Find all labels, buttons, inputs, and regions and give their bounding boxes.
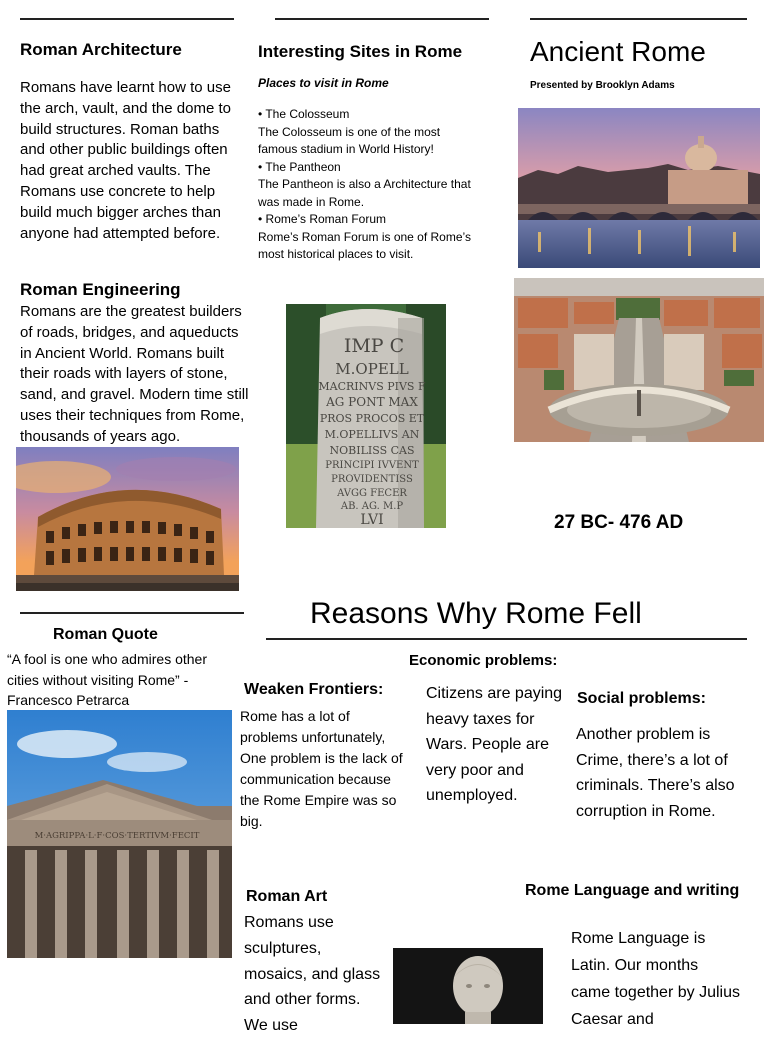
column1-top-rule [20,18,234,20]
social-text: Another problem is Crime, there’s a lot of criminals. There’s also corruption in Rome. [576,726,735,820]
frontiers-text: Rome has a lot of problems unfortunately, One problem is the lack of communication because the Rome Empire was so big. [240,708,403,829]
pantheon-inscription: M·AGRIPPA·L·F·COS·TERTIVM·FECIT [34,831,200,841]
presenter-line: Presented by Brooklyn Adams [530,80,675,91]
site-forum-bullet: • Rome’s Roman Forum [258,212,387,226]
vatican-aerial-photo [514,278,764,442]
inscription-line: AVGG FECER [337,488,407,499]
era-dates: 27 BC- 476 AD [554,512,684,533]
inscription-line: PRINCIPI IVVENT [325,460,419,471]
art-heading: Roman Art [246,888,328,905]
economic-text: Citizens are paying heavy taxes for Wars. People are very poor and unemployed. [426,685,563,804]
colosseum-photo [16,447,239,591]
engineering-heading: Roman Engineering [20,280,181,299]
architecture-text: Romans have learnt how to use the arch, vault, and the dome to build structures. Roman baths and other public buildings often had great arched vaults. The Romans use concrete to help build much bigger arches than anyone had attempted before. [20,79,231,242]
site-colosseum-bullet: • The Colosseum [258,107,350,121]
frontiers-heading: Weaken Frontiers: [244,681,384,698]
sites-heading: Interesting Sites in Rome [258,42,463,61]
site-forum-desc: Rome’s Roman Forum is one of Rome’s most historical places to visit. [258,229,471,261]
language-text: Rome Language is Latin. Our months came together by Julius Caesar and [571,930,740,1028]
quote-text: “A fool is one who admires other cities without visiting Rome” - Francesco Petrarca [7,651,207,708]
pantheon-photo [7,710,232,958]
column2-top-rule [275,18,489,20]
social-heading: Social problems: [577,690,706,707]
art-text: Romans use sculptures, mosaics, and glass and other forms. We use [244,914,381,1035]
inscription-line: AG PONT MAX [326,395,418,409]
rome-sunset-photo [518,108,760,268]
sites-list [258,106,478,264]
sites-subheading: Places to visit in Rome [258,76,389,90]
fall-heading-rule [266,638,747,640]
quote-top-rule [20,612,244,614]
milestone-photo [286,304,446,528]
inscription-line: NOBILISS CAS [329,444,415,457]
site-pantheon-desc: The Pantheon is also a Architecture that was made in Rome. [258,177,471,209]
inscription-line: M.OPELLIVS AN [324,428,420,441]
language-heading: Rome Language and writing [525,882,740,899]
bust-photo [393,948,543,1024]
inscription-line: IMP C [343,335,405,357]
inscription-line: MACRINVS PIVS F [318,380,426,393]
inscription-line: LVI [360,512,384,528]
inscription-line: PROVIDENTISS [331,474,413,485]
economic-heading: Economic problems: [409,652,558,669]
architecture-heading: Roman Architecture [20,40,182,59]
site-colosseum-desc: The Colosseum is one of the most famous stadium in World History! [258,124,441,156]
inscription-line: PROS PROCOS ET [319,412,425,425]
column3-top-rule [530,18,747,20]
fall-heading: Reasons Why Rome Fell [310,597,642,630]
inscription-line: M.OPELL [335,360,409,378]
site-pantheon-bullet: • The Pantheon [258,159,341,174]
page-title: Ancient Rome [530,36,706,67]
engineering-text: Romans are the greatest builders of roads, bridges, and aqueducts in Ancient World. Romans built their roads with layers of stone, sand, and gravel. Modern time still uses their techniques from Rome, thousands of years ago. [20,303,249,445]
inscription-line: AB. AG. M.P [340,501,404,512]
quote-heading: Roman Quote [53,626,158,643]
